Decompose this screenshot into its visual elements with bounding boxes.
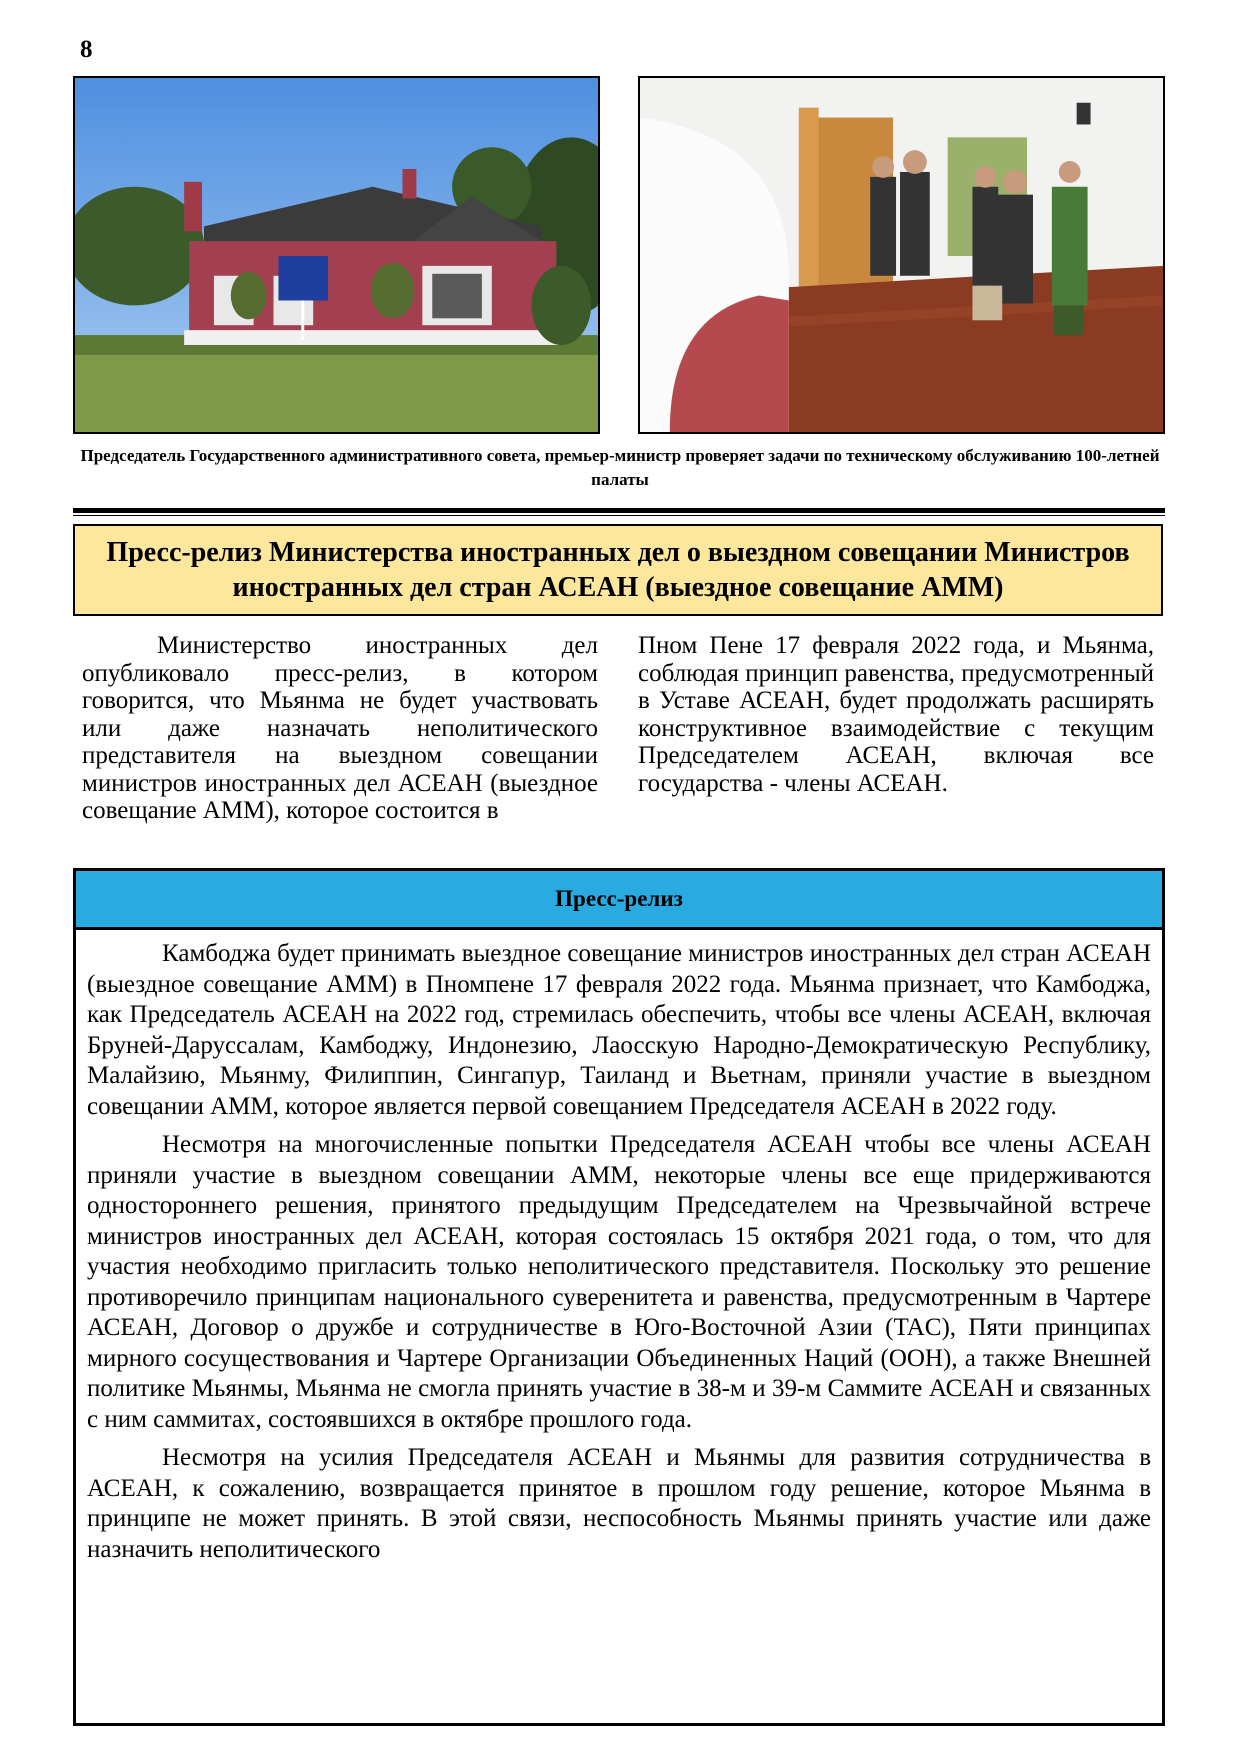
- press-release-title: Пресс-релиз: [76, 871, 1162, 930]
- article-left-text: Министерство иностранных дел опубликовало пресс-релиз, в котором говорится, что Мьянма не будет участвовать или даже назначать неполитического представителя на выездном совещании министров иностранных дел АСЕАН (выездное совещание АММ), которое состоится в: [82, 632, 598, 824]
- press-release-box: [73, 868, 1165, 1726]
- press-release-paragraph-1: Камбоджа будет принимать выездное совещание министров иностранных дел стран АСЕАН (выездное совещание АММ) в Пномпене 17 февраля 2022 года. Мьянма признает, что Камбоджа, как Председатель АСЕАН на 2022 год, стремилась обеспечить, чтобы все члены АСЕАН, включая Бруней-Даруссалам, Камбоджу, Индонезию, Лаосскую Народно-Демократическую Республику, Малайзию, Мьянму, Филиппин, Сингапур, Таиланд и Вьетнам, приняли участие в выездном совещании АММ, которое является первой совещанием Председателя АСЕАН в 2022 году.: [87, 940, 1151, 1120]
- article-left-column: [82, 632, 598, 825]
- page-number: 8: [80, 36, 93, 63]
- building-photo: [73, 76, 600, 434]
- interior-photo: [638, 76, 1165, 434]
- interior-photo-image: [640, 78, 1163, 432]
- article-headline: Пресс-релиз Министерства иностранных дел о выездном совещании Министров иностранных дел стран АСЕАН (выездное совещание АММ): [73, 524, 1163, 616]
- article-right-column: [638, 632, 1154, 797]
- photo-caption: Председатель Государственного административного совета, премьер-министр проверяет задачи по техническому обслуживанию 100-летней палаты: [80, 446, 1160, 489]
- section-divider-thin: [73, 515, 1165, 516]
- section-divider: [73, 508, 1165, 513]
- press-release-paragraph-3: Несмотря на усилия Председателя АСЕАН и Мьянмы для развития сотрудничества в АСЕАН, к сожалению, возвращается принятое в прошлом году решение, которое Мьянма в принципе не может принять. В этой связи, неспособность Мьянмы принять участие или даже назначить неполитического: [87, 1444, 1151, 1563]
- press-release-body: [76, 930, 1162, 1565]
- building-photo-image: [75, 78, 598, 432]
- article-right-text: Пном Пене 17 февраля 2022 года, и Мьянма, соблюдая принцип равенства, предусмотренный в Уставе АСЕАН, будет продолжать расширять конструктивное взаимодействие с текущим Председателем АСЕАН, включая все государства - члены АСЕАН.: [638, 632, 1154, 797]
- press-release-paragraph-2: Несмотря на многочисленные попытки Председателя АСЕАН чтобы все члены АСЕАН приняли участие в выездном совещании АММ, некоторые члены все еще придерживаются одностороннего решения, принятого предыдущим Председателем на Чрезвычайной встрече министров иностранных дел АСЕАН, которая состоялась 15 октября 2021 года, о том, что для участия необходимо пригласить только неполитического представителя. Поскольку это решение противоречило принципам национального суверенитета и равенства, предусмотренным в Чартере АСЕАН, Договор о дружбе и сотрудничестве в Юго-Восточной Азии (TAC), Пяти принципах мирного сосуществования и Чартере Организации Объединенных Наций (ООН), а также Внешней политике Мьянмы, Мьянма не смогла принять участие в 38-м и 39-м Саммите АСЕАН и связанных с ним саммитах, состоявшихся в октябре прошлого года.: [87, 1131, 1151, 1433]
